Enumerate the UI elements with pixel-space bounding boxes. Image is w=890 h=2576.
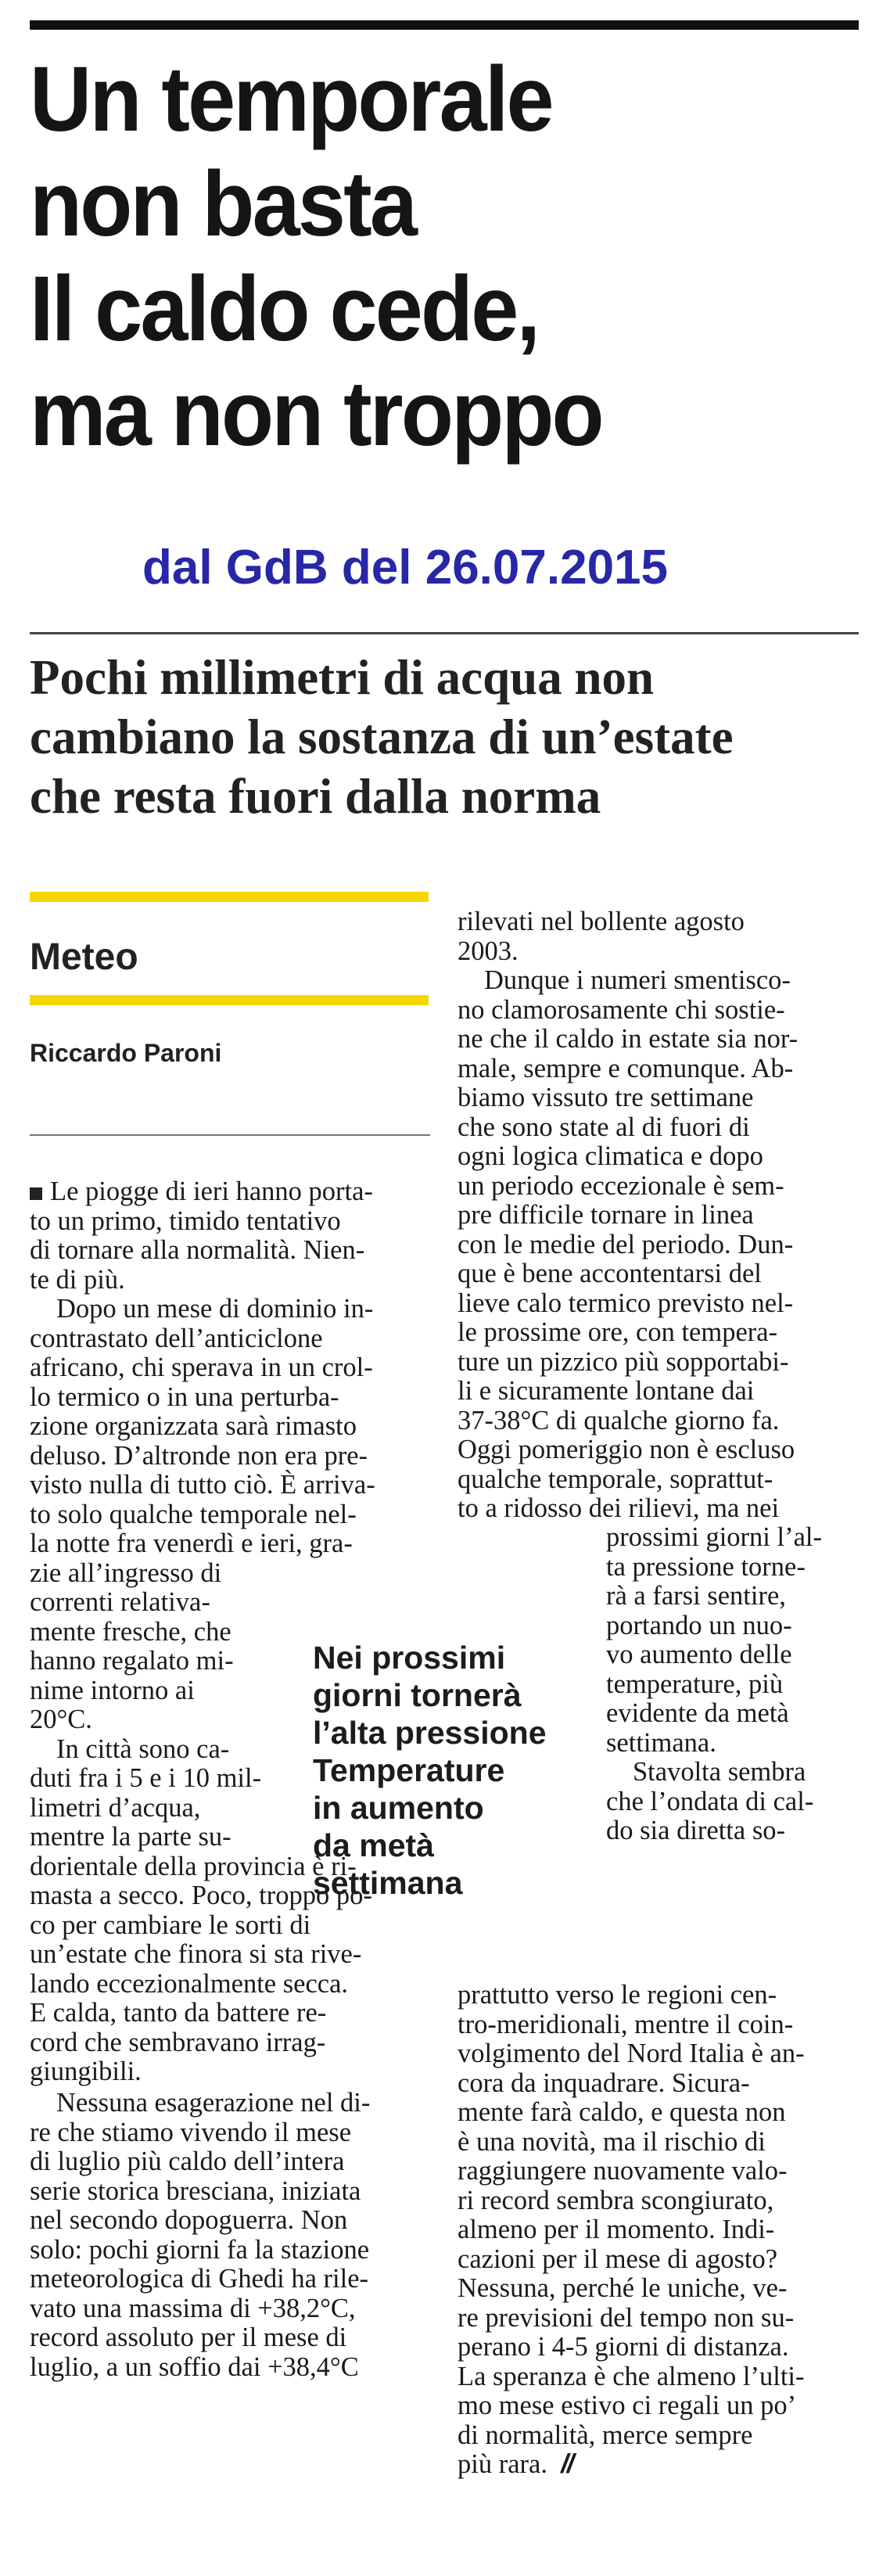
body-line: re previsioni del tempo non su- [458, 2302, 795, 2333]
body-line: Stavolta sembra [633, 1757, 806, 1787]
body-line: biamo vissuto tre settimane [458, 1083, 754, 1112]
body-line: cazioni per il mese di agosto? [458, 2244, 778, 2274]
body-line: le prossime ore, con tempera- [458, 1317, 778, 1347]
body-line: deluso. D’altronde non era pre- [30, 1440, 368, 1471]
pull-quote-line: da metà [313, 1827, 434, 1863]
body-line: di normalità, merce sempre [458, 2420, 753, 2450]
pull-quote-line: l’alta pressione [313, 1715, 547, 1751]
body-line: ne che il caldo in estate sia nor- [458, 1024, 798, 1054]
body-line: un periodo eccezionale è sem- [458, 1170, 784, 1201]
subhead-line: cambiano la sostanza di un’estate [30, 710, 734, 764]
body-line: solo: pochi giorni fa la stazione [30, 2234, 370, 2265]
body-line: Dunque i numeri smentisco- [484, 965, 791, 995]
headline [30, 47, 815, 466]
body-line: evidente da metà [606, 1698, 789, 1728]
subheadline [30, 648, 874, 826]
body-line: Oggi pomeriggio non è escluso [458, 1435, 795, 1464]
headline-line: Il caldo cede, [30, 257, 539, 361]
body-line: limetri d’acqua, [30, 1792, 201, 1823]
body-line: mente farà caldo, e questa non [458, 2097, 786, 2127]
subhead-divider [30, 632, 859, 634]
pull-quote-line: giorni tornerà [313, 1677, 522, 1713]
byline-divider [30, 1134, 430, 1136]
byline: Riccardo Paroni [30, 1039, 222, 1067]
body-line: raggiungere nuovamente valo- [458, 2156, 788, 2186]
body-line: africano, chi sperava in un crol- [30, 1353, 373, 1382]
body-line: zione organizzata sarà rimasto [30, 1411, 357, 1441]
body-line: Dopo un mese di dominio in- [56, 1294, 374, 1324]
body-line: prossimi giorni l’al- [606, 1522, 822, 1552]
body-line: lando eccezionalmente secca. [30, 1968, 349, 1999]
body-line: qualche temporale, soprattut- [458, 1464, 773, 1494]
end-mark: // [561, 2449, 573, 2479]
body-line: Nessuna, perché le uniche, ve- [458, 2273, 788, 2303]
body-line: Nessuna esagerazione nel di- [56, 2088, 371, 2118]
body-line: che sono state al di fuori di [458, 1112, 750, 1142]
pull-quote [313, 1639, 594, 1902]
headline-line: ma non troppo [30, 362, 602, 465]
left-column [30, 1177, 435, 2087]
body-line: In città sono ca- [56, 1734, 230, 1764]
body-line: almeno per il momento. Indi- [458, 2215, 775, 2244]
bottom-right-column [458, 1981, 860, 2480]
paragraph-bullet-icon [30, 1187, 42, 1200]
dateline: dal GdB del 26.07.2015 [142, 541, 669, 595]
body-line: ta pressione torne- [606, 1551, 806, 1582]
body-line: cord che sembravano irrag- [30, 2027, 326, 2057]
body-line: serie storica bresciana, iniziata [30, 2175, 361, 2206]
body-line: prattutto verso le regioni cen- [458, 1980, 777, 2010]
body-line: meteorologica di Ghedi ha rile- [30, 2264, 369, 2294]
headline-line: Un temporale [30, 48, 552, 151]
body-line: perano i 4-5 giorni di distanza. [458, 2332, 789, 2362]
body-line: con le medie del periodo. Dun- [458, 1229, 794, 1259]
body-line: nime intorno ai [30, 1675, 195, 1705]
body-line: to un primo, timido tentativo [30, 1205, 341, 1236]
body-line: te di più. [30, 1264, 125, 1295]
section-label: Meteo [30, 936, 138, 978]
body-line: luglio, a un soffio dai +38,4°C [30, 2351, 359, 2382]
right-column [458, 907, 860, 1524]
body-line: to a ridosso dei rilievi, ma nei [458, 1493, 780, 1523]
body-line: Le piogge di ieri hanno porta- [30, 1177, 435, 1207]
top-rule [30, 20, 859, 30]
body-line: la notte fra venerdì e ieri, gra- [30, 1529, 353, 1558]
body-line: lo termico o in una perturba- [30, 1381, 339, 1412]
subhead-line: che resta fuori dalla norma [30, 769, 601, 824]
body-line: di tornare alla normalità. Nien- [30, 1235, 365, 1265]
body-line: record assoluto per il mese di [30, 2323, 347, 2352]
body-line: La speranza è che almeno l’ulti- [458, 2361, 805, 2391]
body-line: settimana. [606, 1727, 716, 1758]
body-line: male, sempre e comunque. Ab- [458, 1053, 794, 1083]
section-bar-top [30, 892, 429, 902]
body-line: 37-38°C di qualche giorno fa. [458, 1405, 780, 1435]
body-line: visto nulla di tutto ciò. È arriva- [30, 1470, 375, 1500]
pull-quote-line: settimana [313, 1865, 463, 1901]
body-line: volgimento del Nord Italia è an- [458, 2039, 805, 2068]
body-line: è una novità, ma il rischio di [458, 2126, 766, 2157]
body-line: co per cambiare le sorti di [30, 1910, 311, 1940]
pull-quote-line: in aumento [313, 1790, 484, 1826]
body-line: masta a secco. Poco, troppo po- [30, 1881, 372, 1910]
body-line: ogni logica climatica e dopo [458, 1141, 763, 1171]
body-line: un’estate che finora si sta rive- [30, 1939, 362, 1969]
body-line: E calda, tanto da battere re- [30, 1998, 327, 2028]
body-line: to solo qualche temporale nel- [30, 1499, 357, 1529]
body-line: portando un nuo- [606, 1610, 792, 1640]
body-line: che l’ondata di cal- [606, 1786, 814, 1816]
pull-quote-line: Temperature [313, 1752, 505, 1788]
body-line: vato una massima di +38,2°C, [30, 2293, 356, 2323]
body-line: mentre la parte su- [30, 1822, 231, 1852]
body-line: contrastato dell’anticiclone [30, 1323, 323, 1353]
body-line: rilevati nel bollente agosto [458, 907, 745, 936]
body-line: dorientale della provincia è ri- [30, 1851, 357, 1881]
body-line: mente fresche, che [30, 1616, 231, 1647]
body-line: ri record sembra scongiurato, [458, 2185, 774, 2215]
section-bar-bottom [30, 995, 429, 1005]
body-line: li e sicuramente lontane dai [458, 1376, 755, 1406]
body-line: pre difficile tornare in linea [458, 1200, 754, 1230]
body-line: zie all’ingresso di [30, 1557, 222, 1588]
body-line: duti fra i 5 e i 10 mil- [30, 1763, 262, 1793]
body-line: lieve calo termico previsto nel- [458, 1288, 794, 1318]
narrow-column [606, 1523, 860, 1846]
headline-line: non basta [30, 153, 416, 256]
body-line: tro-meridionali, mentre il coin- [458, 2009, 794, 2039]
bottom-left-column [30, 2089, 435, 2382]
body-line: 20°C. [30, 1705, 92, 1734]
body-line: nel secondo dopoguerra. Non [30, 2205, 348, 2235]
body-line: temperature, più [606, 1669, 784, 1699]
body-line: que è bene accontentarsi del [458, 1259, 762, 1288]
body-line: ture un pizzico più sopportabi- [458, 1346, 789, 1377]
body-line: hanno regalato mi- [30, 1646, 234, 1676]
body-line: giungibili. [30, 2057, 142, 2086]
body-line: no clamorosamente chi sostie- [458, 994, 785, 1025]
body-line: più rara. // [458, 2449, 573, 2479]
pull-quote-line: Nei prossimi [313, 1640, 506, 1676]
body-line: do sia diretta so- [606, 1816, 785, 1845]
body-line: re che stiamo vivendo il mese [30, 2117, 352, 2147]
body-line: vo aumento delle [606, 1640, 792, 1669]
body-line: correnti relativa- [30, 1587, 210, 1617]
body-line: rà a farsi sentire, [606, 1581, 786, 1611]
body-line: di luglio più caldo dell’intera [30, 2147, 345, 2176]
body-line: mo mese estivo ci regali un po’ [458, 2391, 797, 2420]
body-line: 2003. [458, 936, 519, 966]
body-line: cora da inquadrare. Sicura- [458, 2068, 750, 2098]
subhead-line: Pochi millimetri di acqua non [30, 650, 655, 705]
